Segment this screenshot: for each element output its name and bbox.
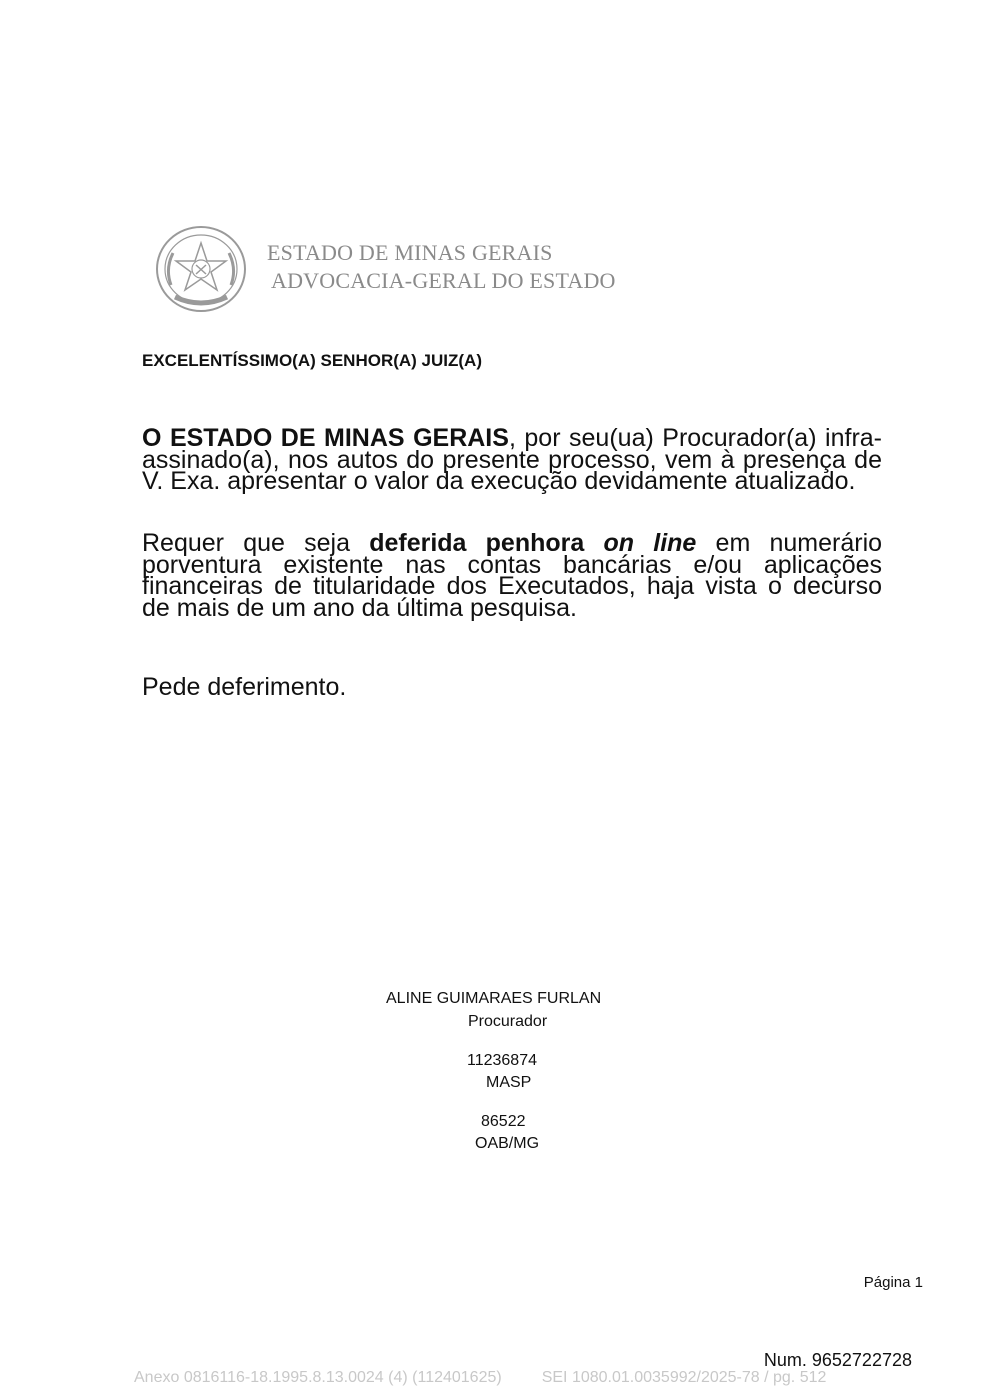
- paragraph-request: [142, 529, 883, 622]
- masp-label: MASP: [486, 1074, 532, 1091]
- letterhead: [155, 225, 655, 315]
- paragraph-request-bold-italic: on line: [603, 529, 697, 557]
- paragraph-presentation-body: , por seu(ua) Procurador(a) infra-assinado(a), nos autos do presente processo, vem à presença de V. Exa. apresentar o valor da execução devidamente atualizado.: [142, 424, 882, 495]
- paragraph-request-body: em numerário porventura existente nas contas bancárias e/ou aplicações financeiras de titularidade dos Executados, haja vista o decurso de mais de um ano da última pesquisa.: [142, 529, 883, 622]
- closing: Pede deferimento.: [142, 673, 347, 701]
- letterhead-text: [267, 239, 616, 295]
- paragraph-request-intro: Requer que seja: [142, 529, 370, 557]
- masp-number: 11236874: [467, 1052, 537, 1069]
- oab-number: 86522: [481, 1113, 526, 1130]
- oab-label: OAB/MG: [475, 1135, 540, 1152]
- addressee: EXCELENTÍSSIMO(A) SENHOR(A) JUIZ(A): [142, 351, 482, 370]
- signer-name: ALINE GUIMARAES FURLAN: [386, 990, 602, 1007]
- footer-annex: Anexo 0816116-18.1995.8.13.0024 (4) (112401625): [134, 1369, 502, 1386]
- footer-sei: SEI 1080.01.0035992/2025-78 / pg. 512: [541, 1369, 827, 1386]
- signer-role: Procurador: [468, 1013, 548, 1030]
- paragraph-request-bold: deferida penhora: [369, 529, 604, 557]
- page-number: Página 1: [863, 1274, 923, 1291]
- paragraph-presentation-lead: O ESTADO DE MINAS GERAIS: [142, 424, 509, 452]
- letterhead-state: ESTADO DE MINAS GERAIS: [267, 240, 553, 265]
- letterhead-agency: ADVOCACIA-GERAL DO ESTADO: [271, 268, 616, 293]
- coat-of-arms-seal-icon: [155, 225, 247, 313]
- paragraph-presentation: [142, 424, 882, 495]
- footer-annotation: [134, 1369, 826, 1387]
- document-number: Num. 9652722728: [763, 1350, 912, 1370]
